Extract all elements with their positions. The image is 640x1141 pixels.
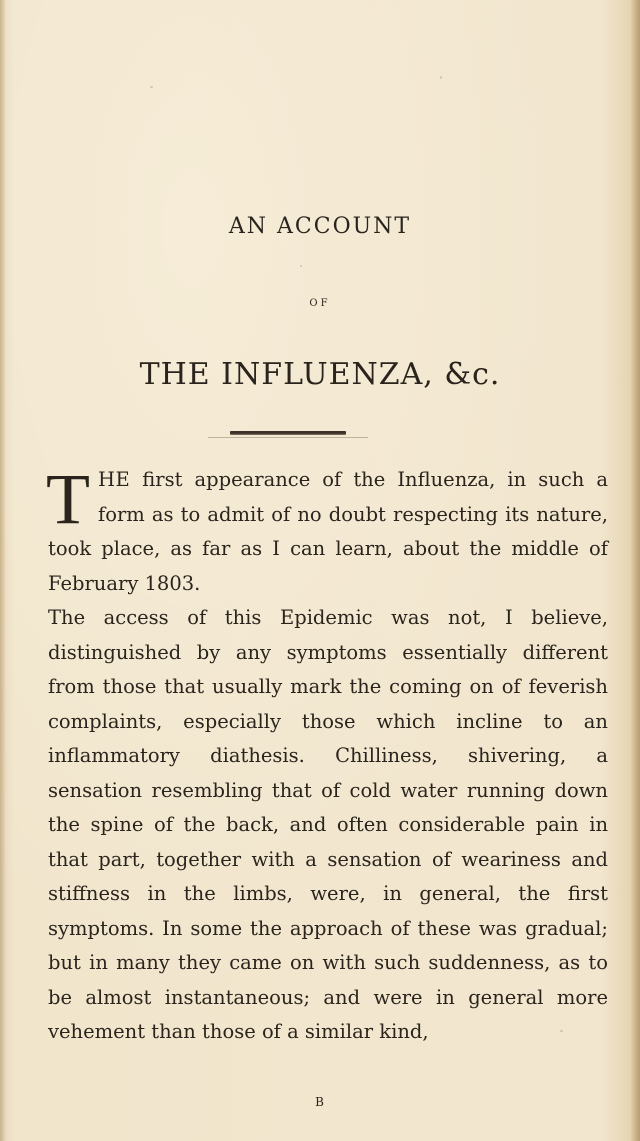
paragraph-2: The access of this Epidemic was not, I believe, distinguished by any symptoms essentially different from those that usually mark the coming on of feverish complaints, especially those which incline to an inflammatory diathesis. Chilliness, shivering, a sensation resembling that of cold water running down the spine of the back, and often considerable pain in that part, together with a sensation of weariness and stiffness in the limbs, were, in general, the first symptoms. In some the approach of these was gradual; but in many they came on with such suddenness, as to be almost instantaneous; and were in general more vehement than those of a similar kind, xyxy=(48,606,608,1043)
drop-cap: T xyxy=(46,459,90,539)
page-subtitle: THE INFLUENZA, &c. xyxy=(139,357,501,392)
ornamental-rule-shadow xyxy=(208,437,368,438)
paper-speck xyxy=(300,265,302,267)
page-title: AN ACCOUNT xyxy=(228,214,412,239)
ornamental-rule xyxy=(230,431,346,435)
paper-speck xyxy=(440,76,442,79)
title-connector: OF xyxy=(309,298,331,309)
paragraph-1-text: first appearance of the Influenza, in such a form as to admit of no doubt respecting its nature, took place, as far as I can learn, about the middle of February 1803. xyxy=(48,468,608,595)
paragraph-1 xyxy=(46,459,608,601)
page-left-edge-shadow xyxy=(0,0,6,1141)
paragraph-1-lead: HE xyxy=(97,468,131,491)
signature-mark: B xyxy=(315,1095,325,1109)
page-right-edge-shadow xyxy=(630,0,640,1141)
paper-speck xyxy=(150,86,153,88)
